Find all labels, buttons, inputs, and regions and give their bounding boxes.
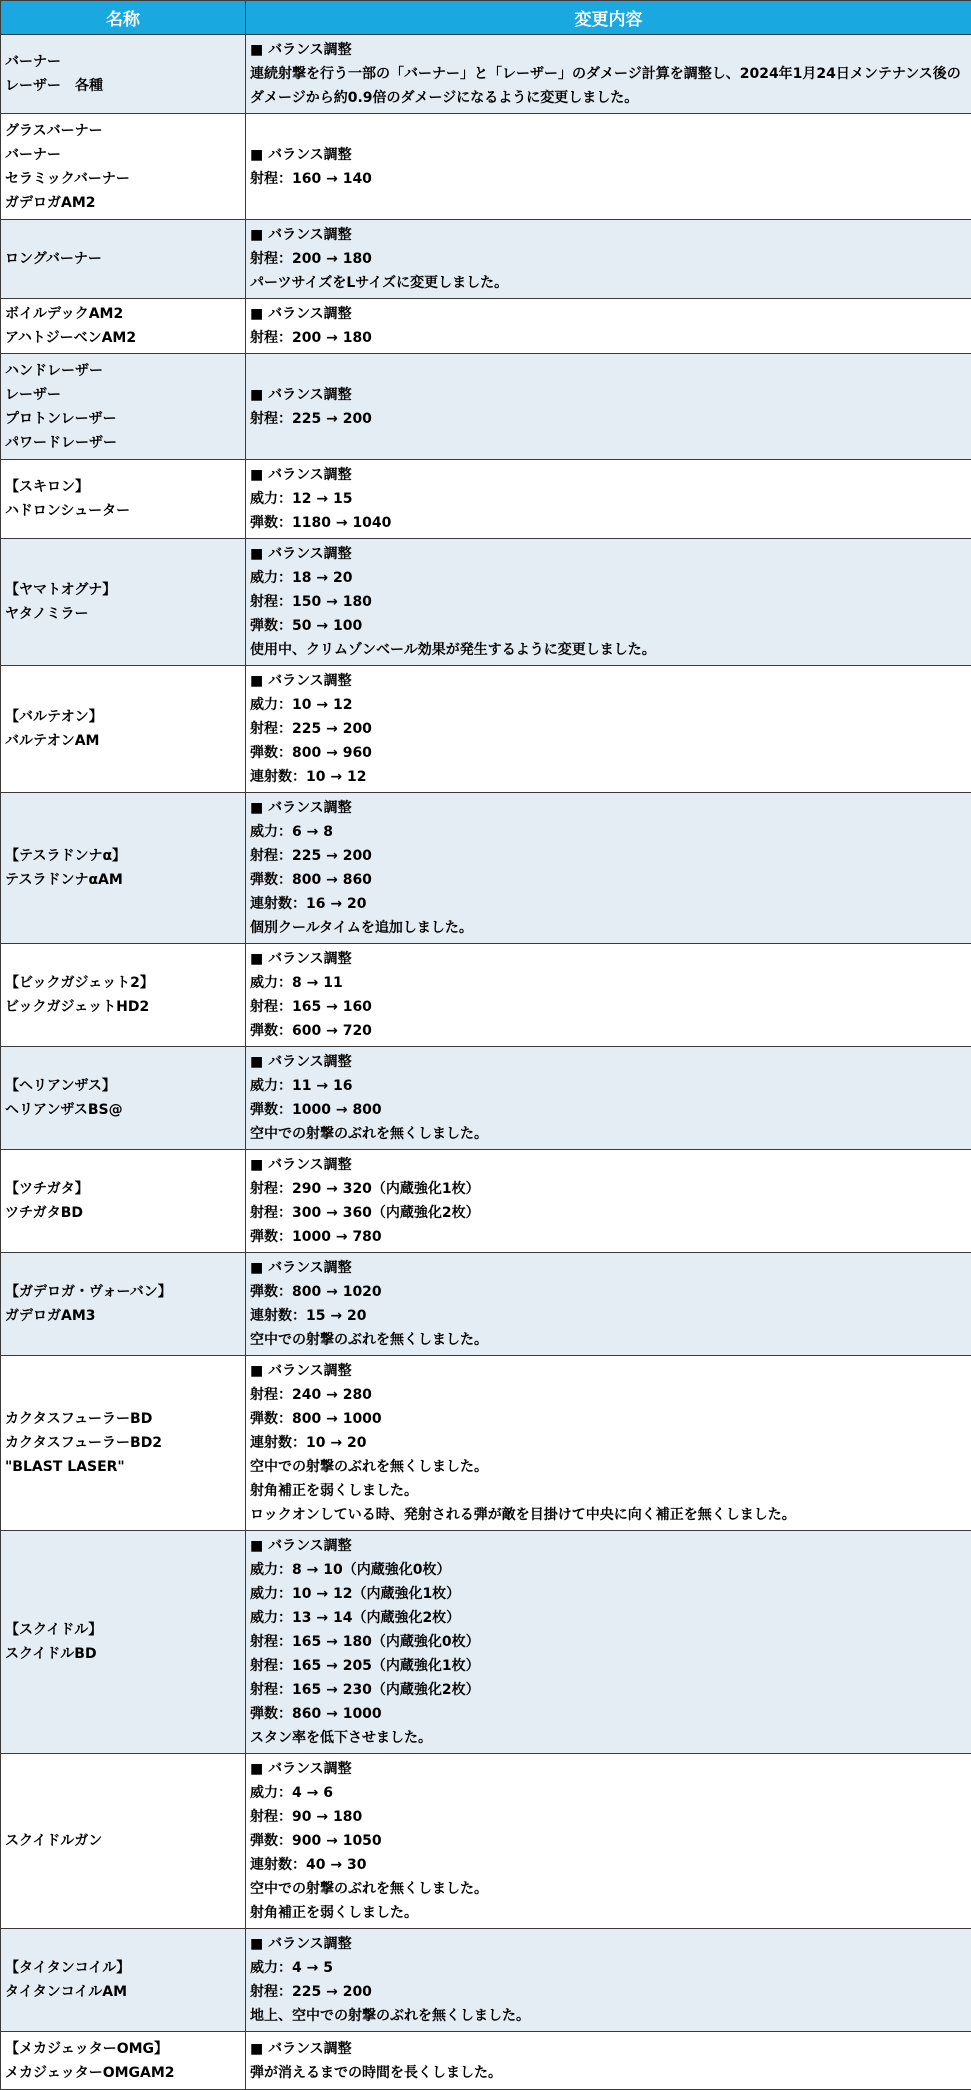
- cell-change: [246, 114, 971, 220]
- cell-change: [246, 220, 971, 299]
- table-row: [1, 1929, 971, 2032]
- item-name: アハトジーベンAM2: [5, 326, 241, 350]
- table-row: [1, 793, 971, 944]
- change-heading: ■ バランス調整: [250, 38, 967, 62]
- item-name: 【タイタンコイル】: [5, 1956, 241, 1980]
- cell-name: [1, 1754, 246, 1929]
- item-name: 【テスラドンナα】: [5, 844, 241, 868]
- change-detail: 弾数：800 → 860: [250, 868, 967, 892]
- item-name: "BLAST LASER": [5, 1455, 241, 1479]
- item-name: ロングバーナー: [5, 247, 241, 271]
- change-detail: 弾数：1000 → 800: [250, 1098, 967, 1122]
- change-detail: 射角補正を弱くしました。: [250, 1479, 967, 1503]
- change-heading: ■ バランス調整: [250, 1932, 967, 1956]
- change-detail: 射程：240 → 280: [250, 1383, 967, 1407]
- item-name: メカジェッターOMGAM2: [5, 2061, 241, 2085]
- item-name: 【バルテオン】: [5, 705, 241, 729]
- change-heading: ■ バランス調整: [250, 1757, 967, 1781]
- item-name: タイタンコイルAM: [5, 1980, 241, 2004]
- table-row: [1, 539, 971, 666]
- cell-change: [246, 1150, 971, 1253]
- change-detail: 威力：4 → 5: [250, 1956, 967, 1980]
- cell-change: [246, 539, 971, 666]
- item-name: 【ツチガタ】: [5, 1177, 241, 1201]
- change-detail: 連射数：40 → 30: [250, 1853, 967, 1877]
- cell-name: [1, 35, 246, 114]
- change-heading: ■ バランス調整: [250, 1359, 967, 1383]
- cell-name: [1, 299, 246, 354]
- cell-change: [246, 944, 971, 1047]
- change-detail: 威力：11 → 16: [250, 1074, 967, 1098]
- item-name: 【ヤマトオグナ】: [5, 578, 241, 602]
- change-heading: ■ バランス調整: [250, 463, 967, 487]
- table-row: [1, 354, 971, 460]
- item-name: 【ビックガジェット2】: [5, 971, 241, 995]
- cell-change: [246, 1754, 971, 1929]
- cell-change: [246, 35, 971, 114]
- change-detail: 威力：10 → 12: [250, 693, 967, 717]
- header-row: [1, 1, 971, 35]
- cell-name: [1, 1150, 246, 1253]
- change-detail: 弾数：50 → 100: [250, 614, 967, 638]
- item-name: バーナー: [5, 143, 241, 167]
- item-name: セラミックバーナー: [5, 167, 241, 191]
- change-detail: 威力：10 → 12（内蔵強化1枚）: [250, 1582, 967, 1606]
- table-row: [1, 1047, 971, 1150]
- table-row: [1, 666, 971, 793]
- item-name: ガデロガAM2: [5, 191, 241, 215]
- item-name: スクイドルガン: [5, 1829, 241, 1853]
- change-detail: 射程：165 → 230（内蔵強化2枚）: [250, 1678, 967, 1702]
- header-name: 名称: [1, 1, 246, 35]
- change-detail: ロックオンしている時、発射される弾が敵を目掛けて中央に向く補正を無くしました。: [250, 1503, 967, 1527]
- item-name: プロトンレーザー: [5, 407, 241, 431]
- change-heading: ■ バランス調整: [250, 302, 967, 326]
- change-detail: パーツサイズをLサイズに変更しました。: [250, 271, 967, 295]
- change-detail: 射程：200 → 180: [250, 247, 967, 271]
- change-detail: 射程：225 → 200: [250, 844, 967, 868]
- cell-name: [1, 114, 246, 220]
- change-detail: 威力：4 → 6: [250, 1781, 967, 1805]
- table-row: [1, 2032, 971, 2090]
- cell-change: [246, 793, 971, 944]
- item-name: レーザー: [5, 383, 241, 407]
- change-heading: ■ バランス調整: [250, 383, 967, 407]
- change-detail: 弾数：800 → 1020: [250, 1280, 967, 1304]
- change-heading: ■ バランス調整: [250, 1256, 967, 1280]
- cell-name: [1, 354, 246, 460]
- cell-name: [1, 1253, 246, 1356]
- table-row: [1, 1356, 971, 1531]
- change-detail: 射程：165 → 160: [250, 995, 967, 1019]
- table-row: [1, 1754, 971, 1929]
- change-detail: 射程：165 → 205（内蔵強化1枚）: [250, 1654, 967, 1678]
- cell-change: [246, 2032, 971, 2090]
- change-detail: 連射数：16 → 20: [250, 892, 967, 916]
- item-name: ハドロンシューター: [5, 499, 241, 523]
- change-detail: 射角補正を弱くしました。: [250, 1901, 967, 1925]
- item-name: 【スクイドル】: [5, 1618, 241, 1642]
- header-change: 変更内容: [246, 1, 971, 35]
- change-heading: ■ バランス調整: [250, 223, 967, 247]
- change-detail: 射程：150 → 180: [250, 590, 967, 614]
- change-detail: スタン率を低下させました。: [250, 1726, 967, 1750]
- change-heading: ■ バランス調整: [250, 1153, 967, 1177]
- change-detail: 射程：200 → 180: [250, 326, 967, 350]
- cell-change: [246, 666, 971, 793]
- cell-name: [1, 666, 246, 793]
- change-heading: ■ バランス調整: [250, 1534, 967, 1558]
- change-heading: ■ バランス調整: [250, 669, 967, 693]
- table-row: [1, 114, 971, 220]
- cell-name: [1, 793, 246, 944]
- change-detail: 空中での射撃のぶれを無くしました。: [250, 1877, 967, 1901]
- change-detail: 弾数：1000 → 780: [250, 1225, 967, 1249]
- cell-name: [1, 1929, 246, 2032]
- table-row: [1, 1253, 971, 1356]
- table-row: [1, 220, 971, 299]
- change-detail: 射程：225 → 200: [250, 1980, 967, 2004]
- change-detail: 威力：6 → 8: [250, 820, 967, 844]
- cell-change: [246, 1253, 971, 1356]
- item-name: テスラドンナαAM: [5, 868, 241, 892]
- cell-change: [246, 1356, 971, 1531]
- change-detail: 弾数：900 → 1050: [250, 1829, 967, 1853]
- cell-name: [1, 944, 246, 1047]
- item-name: スクイドルBD: [5, 1642, 241, 1666]
- item-name: 【ガデロガ・ヴォーバン】: [5, 1280, 241, 1304]
- item-name: ツチガタBD: [5, 1201, 241, 1225]
- cell-change: [246, 299, 971, 354]
- item-name: バルテオンAM: [5, 729, 241, 753]
- cell-change: [246, 1047, 971, 1150]
- change-detail: 空中での射撃のぶれを無くしました。: [250, 1328, 967, 1352]
- cell-change: [246, 354, 971, 460]
- change-detail: 空中での射撃のぶれを無くしました。: [250, 1455, 967, 1479]
- cell-name: [1, 539, 246, 666]
- table-row: [1, 1531, 971, 1754]
- cell-name: [1, 1531, 246, 1754]
- item-name: カクタスフューラーBD: [5, 1407, 241, 1431]
- cell-name: [1, 2032, 246, 2090]
- item-name: パワードレーザー: [5, 431, 241, 455]
- item-name: ビックガジェットHD2: [5, 995, 241, 1019]
- change-detail: 弾が消えるまでの時間を長くしました。: [250, 2061, 967, 2085]
- change-detail: 地上、空中での射撃のぶれを無くしました。: [250, 2004, 967, 2028]
- change-detail: 射程：290 → 320（内蔵強化1枚）: [250, 1177, 967, 1201]
- change-detail: 射程：225 → 200: [250, 717, 967, 741]
- item-name: ハンドレーザー: [5, 359, 241, 383]
- change-detail: 威力：8 → 10（内蔵強化0枚）: [250, 1558, 967, 1582]
- item-name: 【スキロン】: [5, 475, 241, 499]
- item-name: ボイルデックAM2: [5, 302, 241, 326]
- change-detail: 射程：160 → 140: [250, 167, 967, 191]
- item-name: ヤタノミラー: [5, 602, 241, 626]
- cell-change: [246, 460, 971, 539]
- change-detail: 空中での射撃のぶれを無くしました。: [250, 1122, 967, 1146]
- change-heading: ■ バランス調整: [250, 542, 967, 566]
- change-detail: 威力：12 → 15: [250, 487, 967, 511]
- cell-name: [1, 220, 246, 299]
- change-heading: ■ バランス調整: [250, 947, 967, 971]
- change-detail: 威力：13 → 14（内蔵強化2枚）: [250, 1606, 967, 1630]
- item-name: 【メカジェッターOMG】: [5, 2037, 241, 2061]
- item-name: 【ヘリアンザス】: [5, 1074, 241, 1098]
- item-name: バーナー: [5, 50, 241, 74]
- table-row: [1, 299, 971, 354]
- cell-name: [1, 1047, 246, 1150]
- change-detail: 連射数：10 → 20: [250, 1431, 967, 1455]
- change-detail: 使用中、クリムゾンベール効果が発生するように変更しました。: [250, 638, 967, 662]
- change-detail: 連射数：15 → 20: [250, 1304, 967, 1328]
- table-body: [1, 35, 971, 2090]
- change-heading: ■ バランス調整: [250, 1050, 967, 1074]
- cell-name: [1, 1356, 246, 1531]
- cell-change: [246, 1531, 971, 1754]
- change-detail: 弾数：600 → 720: [250, 1019, 967, 1043]
- change-detail: 射程：225 → 200: [250, 407, 967, 431]
- change-detail: 威力：18 → 20: [250, 566, 967, 590]
- item-name: レーザー 各種: [5, 74, 241, 98]
- change-detail: 威力：8 → 11: [250, 971, 967, 995]
- item-name: ヘリアンザスBS@: [5, 1098, 241, 1122]
- change-detail: 連続射撃を行う一部の「バーナー」と「レーザー」のダメージ計算を調整し、2024年1月24日メンテナンス後のダメージから約0.9倍のダメージになるように変更しました。: [250, 62, 967, 110]
- item-name: カクタスフューラーBD2: [5, 1431, 241, 1455]
- change-heading: ■ バランス調整: [250, 796, 967, 820]
- table-row: [1, 1150, 971, 1253]
- table-row: [1, 944, 971, 1047]
- change-heading: ■ バランス調整: [250, 143, 967, 167]
- change-heading: ■ バランス調整: [250, 2037, 967, 2061]
- change-detail: 射程：300 → 360（内蔵強化2枚）: [250, 1201, 967, 1225]
- change-detail: 個別クールタイムを追加しました。: [250, 916, 967, 940]
- item-name: グラスバーナー: [5, 119, 241, 143]
- cell-name: [1, 460, 246, 539]
- change-detail: 弾数：860 → 1000: [250, 1702, 967, 1726]
- change-detail: 連射数：10 → 12: [250, 765, 967, 789]
- table-row: [1, 460, 971, 539]
- item-name: ガデロガAM3: [5, 1304, 241, 1328]
- cell-change: [246, 1929, 971, 2032]
- change-detail: 弾数：800 → 960: [250, 741, 967, 765]
- change-detail: 射程：90 → 180: [250, 1805, 967, 1829]
- change-detail: 弾数：800 → 1000: [250, 1407, 967, 1431]
- table-row: [1, 35, 971, 114]
- change-detail: 弾数：1180 → 1040: [250, 511, 967, 535]
- change-detail: 射程：165 → 180（内蔵強化0枚）: [250, 1630, 967, 1654]
